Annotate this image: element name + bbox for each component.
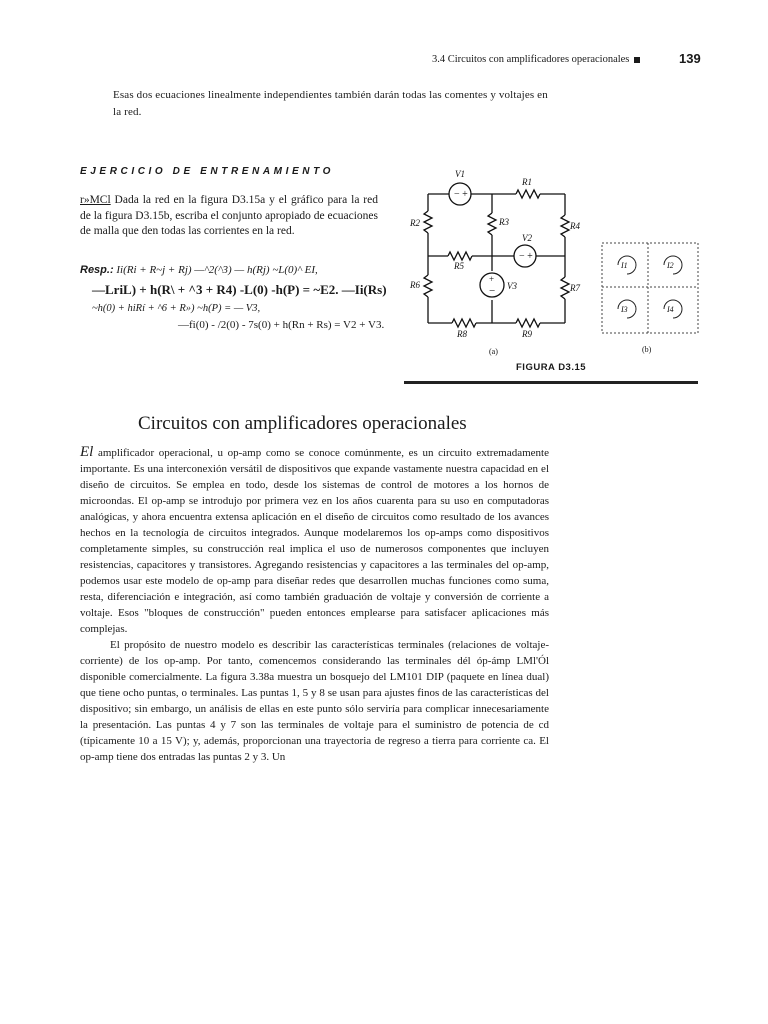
section-title: Circuitos con amplificadores operacionales (138, 413, 467, 434)
header-bullet-icon (634, 57, 640, 63)
mesh-label-i2: I2 (667, 261, 674, 270)
answer-label: Resp.: (80, 264, 114, 276)
label-r9: R9 (522, 329, 532, 339)
paragraph-1-text: amplificador operacional, u op-amp como se conoce comúnmente, es un circuito extremadamente importante. Es una interconexión versátil de dispositivos que expande vastamente nuestra capacidad en el diseño de circuitos. Se emplea en todo, desde los sistemas de control de motores a los hornos de microondas. El op-amp se introdujo por primera vez en los años cuarenta para su uso en computadoras analógicas, y ahora encuentra extensa aplicación en el diseño de circuitos como resultado de los avances hechos en la tecnología de circuitos integrados. Aunque modelaremos los op-amps como dispositivos completamente simples, su construcción real implica el uso de numerosos componentes que incluyen resistencias, capacitores y transistores. Agregando resistencias y capacitores a las terminales del op-amp, podemos usar este modelo de op-amp para diseñar redes que desarrollen muchas funciones como suma, resta, diferenciación e integración, así como también graduación de voltaje y conversión de corriente a voltaje. Esos "bloques de construcción" pueden entonces emplearse para satisfacer aplicaciones más complejas. (80, 447, 549, 635)
running-title: 3.4 Circuitos con amplificadores operacionales (432, 54, 630, 65)
svg-text:− +: − + (519, 251, 533, 262)
label-r7: R7 (570, 283, 580, 293)
mesh-graph-diagram (598, 240, 702, 355)
answer-line-2: —LriL) + h(R\ + ^3 + R4) -L(0) -h(P) = ~E2. —Ii(Rs) (92, 282, 387, 297)
label-r2: R2 (410, 218, 420, 228)
label-r8: R8 (457, 329, 467, 339)
panel-b-label: (b) (642, 345, 652, 354)
section-paragraph-1 (80, 444, 549, 637)
answer-line-3: ~h(0) + hiRí + ^6 + R») ~h(P) = — V3, (92, 303, 261, 314)
mesh-label-i1: I1 (621, 261, 628, 270)
mesh-label-i3: I3 (621, 305, 628, 314)
running-header (432, 54, 640, 65)
answer-eq-1: Ii(Ri + R~j + Rj) —^2(^3) — h(Rj) ~L(0)^ EI, (113, 264, 318, 276)
answer-line-4: —fi(0) - /2(0) - 7s(0) + h(Rn + Rs) = V2 + V3. (178, 319, 385, 331)
label-r3: R3 (499, 217, 509, 227)
label-v1: V1 (455, 169, 465, 179)
circuit-diagram (404, 163, 594, 358)
label-r4: R4 (570, 221, 580, 231)
mesh-label-i4: I4 (667, 305, 674, 314)
figure-divider (404, 381, 698, 384)
label-r1: R1 (522, 177, 532, 187)
label-v2: V2 (522, 233, 532, 243)
svg-text:−: − (489, 285, 496, 297)
figure-caption: FIGURA D3.15 (516, 362, 587, 373)
section-paragraph-2: El propósito de nuestro modelo es describir las características terminales (relaciones de voltaje-corriente) de los op-amp. Por tanto, comencemos considerando las terminales dél óp-ámp LMl'Ól disponible comercialmente. La figura 3.38a muestra un bosquejo del LM101 DIP (paquete en línea dual) que tiene ocho puntas, o terminales. Las puntas 1, 5 y 8 se usan para ajustes finos de las características del dispositivo; sin embargo, un análisis de ellas en este punto sólo serviría para complicar innecesariamente la presentación. Las puntas 4 y 7 son las terminales de voltaje para el suministro de potencia de cd (típicamente 10 a 15 V); y, además, proporcionan una trayectoria de regreso a tierra para corriente ca. El op-amp tiene dos entradas las puntas 2 y 3. Un (80, 639, 549, 763)
svg-text:− +: − + (454, 189, 468, 200)
exercise-heading: EJERCICIO DE ENTRENAMIENTO (80, 166, 334, 177)
panel-a-label: (a) (489, 347, 498, 356)
label-v3: V3 (507, 281, 517, 291)
intro-paragraph: Esas dos ecuaciones linealmente independientes también darán todas las comentes y voltajes en la red. (113, 89, 548, 118)
exercise-statement (80, 193, 378, 240)
label-r6: R6 (410, 280, 420, 290)
section-body (80, 444, 549, 765)
label-r5: R5 (454, 261, 464, 271)
answer-line-1 (80, 264, 318, 276)
drop-cap: El (80, 444, 94, 460)
exercise-label: r»MCl (80, 194, 111, 206)
exercise-body: Dada la red en la figura D3.15a y el gráfico para la red de la figura D3.15b, escriba el conjunto apropiado de ecuaciones de malla que den todas las corrientes en la red. (80, 194, 378, 237)
page-number: 139 (679, 51, 701, 66)
svg-text:+: + (489, 274, 495, 284)
